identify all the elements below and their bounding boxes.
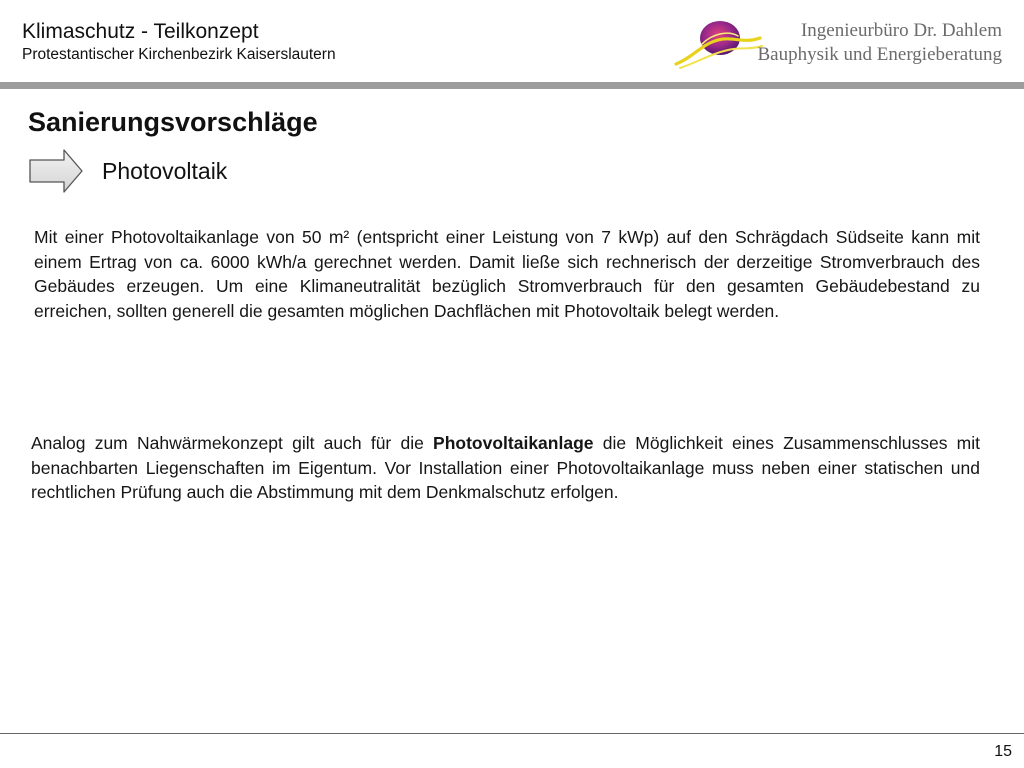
paragraph-second xyxy=(31,431,980,505)
company-tagline: Bauphysik und Energieberatung xyxy=(757,44,1002,65)
company-name: Ingenieurbüro Dr. Dahlem xyxy=(800,20,1002,41)
paragraph-second-bold-term: Photovoltaikanlage xyxy=(433,433,594,453)
company-swirl-logo xyxy=(672,14,764,72)
page-number: 15 xyxy=(994,743,1012,760)
header-divider xyxy=(0,82,1024,89)
header-title: Klimaschutz - Teilkonzept xyxy=(22,20,259,43)
header-subtitle: Protestantischer Kirchenbezirk Kaiserslautern xyxy=(22,46,336,63)
paragraph-second-end: die Möglichkeit eines Zusammenschlusses mit benachbarten Liegenschaften im Eigentum. Vor Installation einer Photovoltaikanlage muss neben einer statischen und rechtlichen Prüfung auch die Abstimmung mit dem Denkmalschutz erfolgen. xyxy=(31,433,980,502)
topic-label: Photovoltaik xyxy=(102,158,228,184)
right-arrow-icon xyxy=(28,148,84,194)
section-heading: Sanierungsvorschläge xyxy=(28,107,318,137)
paragraph-second-start: Analog zum Nahwärmekonzept gilt auch für die xyxy=(31,433,434,453)
footer-divider xyxy=(0,733,1024,734)
paragraph-first: Mit einer Photovoltaikanlage von 50 m² (entspricht einer Leistung von 7 kWp) auf den Schrägdach Südseite kann mit einem Ertrag von ca. 6000 kWh/a gerechnet werden. Damit ließe sich rechnerisch der derzeitige Stromverbrauch des Gebäudes erzeugen. Um eine Klimaneutralität bezüglich Stromverbrauch für den gesamten Gebäudebestand zu erreichen, sollten generell die gesamten möglichen Dachflächen mit Photovoltaik belegt werden. xyxy=(34,227,980,321)
